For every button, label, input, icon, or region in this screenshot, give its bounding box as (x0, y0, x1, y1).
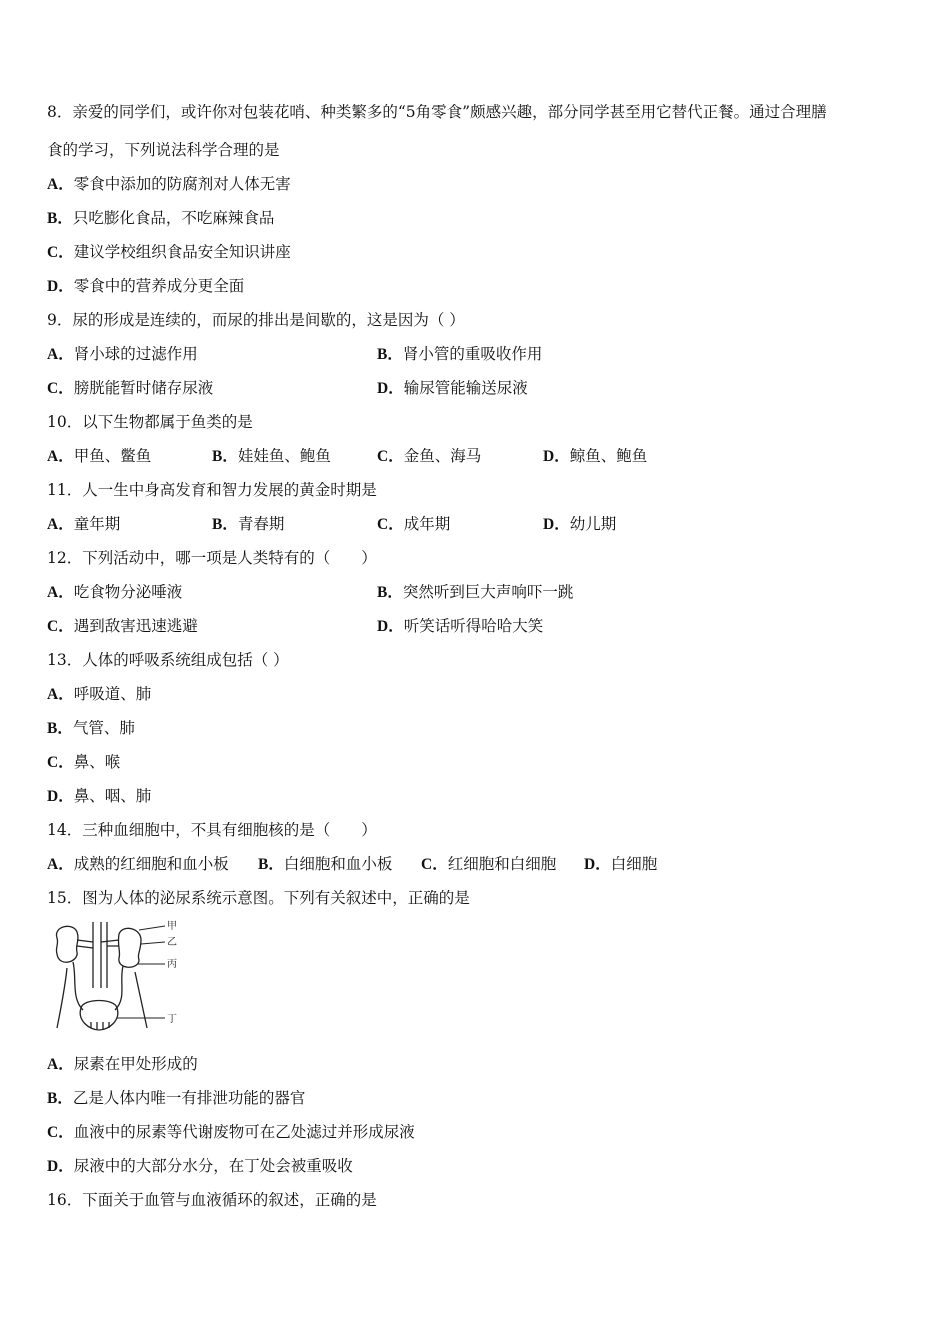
question-16-stem: 16．下面关于血管与血液循环的叙述，正确的是 (47, 1191, 377, 1209)
question-15-option-c: C．血液中的尿素等代谢废物可在乙处滤过并形成尿液 (47, 1123, 415, 1141)
label-bing: 丙 (167, 959, 177, 970)
question-8-stem: 8．亲爱的同学们，或许你对包装花哨、种类繁多的“5角零食”颇感兴趣，部分同学甚至用它替代正餐。通过合理膳 (47, 103, 827, 121)
question-12-stem: 12．下列活动中，哪一项是人类特有的（ ） (47, 549, 377, 567)
urinary-system-drawing (47, 918, 187, 1038)
label-ding: 丁 (167, 1014, 177, 1025)
question-9-option-d: D．输尿管能输送尿液 (377, 379, 528, 397)
question-13-option-b: B．气管、肺 (47, 719, 135, 737)
question-13-option-d: D．鼻、咽、肺 (47, 787, 152, 805)
question-15-option-b: B．乙是人体内唯一有排泄功能的器官 (47, 1089, 306, 1107)
question-12-option-b: B．突然听到巨大声响吓一跳 (377, 583, 574, 601)
question-14-option-d: D．白细胞 (584, 855, 658, 873)
question-10-option-c: C．金鱼、海马 (377, 447, 482, 465)
left-ureter (73, 962, 83, 1010)
question-12-option-c: C．遇到敌害迅速逃避 (47, 617, 198, 635)
question-14-option-b: B．白细胞和血小板 (258, 855, 393, 873)
question-9-option-c: C．膀胱能暂时储存尿液 (47, 379, 214, 397)
question-13-option-c: C．鼻、喉 (47, 753, 121, 771)
question-14-option-a: A．成熟的红细胞和血小板 (47, 855, 229, 873)
question-14-stem: 14．三种血细胞中，不具有细胞核的是（ ） (47, 821, 377, 839)
question-8-option-b: B．只吃膨化食品，不吃麻辣食品 (47, 209, 275, 227)
question-10-stem: 10．以下生物都属于鱼类的是 (47, 413, 253, 431)
question-14-option-c: C．红细胞和白细胞 (421, 855, 557, 873)
major-vessels (93, 922, 107, 988)
question-8-stem-cont: 食的学习，下列说法科学合理的是 (47, 141, 280, 159)
question-11-option-d: D．幼儿期 (543, 515, 617, 533)
question-15-option-a: A．尿素在甲处形成的 (47, 1055, 198, 1073)
question-12-option-d: D．听笑话听得哈哈大笑 (377, 617, 544, 635)
question-13-stem: 13．人体的呼吸系统组成包括（ ） (47, 651, 289, 669)
question-11-stem: 11．人一生中身高发育和智力发展的黄金时期是 (47, 481, 377, 499)
question-13-option-a: A．呼吸道、肺 (47, 685, 152, 703)
question-10-option-b: B．娃娃鱼、鲍鱼 (212, 447, 331, 465)
label-yi: 乙 (167, 937, 177, 948)
question-10-option-d: D．鲸鱼、鲍鱼 (543, 447, 648, 465)
bladder (80, 1001, 118, 1031)
question-11-option-c: C．成年期 (377, 515, 451, 533)
question-15-stem: 15．图为人体的泌尿系统示意图。下列有关叙述中，正确的是 (47, 889, 470, 907)
question-10-option-a: A．甲鱼、鳖鱼 (47, 447, 152, 465)
right-ureter (115, 966, 123, 1010)
question-8-option-c: C．建议学校组织食品安全知识讲座 (47, 243, 291, 261)
question-11-option-a: A．童年期 (47, 515, 121, 533)
question-15-option-d: D．尿液中的大部分水分，在丁处会被重吸收 (47, 1157, 353, 1175)
question-8-option-a: A．零食中添加的防腐剂对人体无害 (47, 175, 291, 193)
question-9-stem: 9．尿的形成是连续的，而尿的排出是间歇的，这是因为（ ） (47, 311, 465, 329)
question-9-option-b: B．肾小管的重吸收作用 (377, 345, 543, 363)
label-jia: 甲 (167, 921, 177, 932)
right-kidney (118, 928, 141, 967)
question-12-option-a: A．吃食物分泌唾液 (47, 583, 183, 601)
left-kidney (56, 926, 78, 962)
urinary-system-diagram (47, 918, 187, 1038)
question-9-option-a: A．肾小球的过滤作用 (47, 345, 198, 363)
question-11-option-b: B．青春期 (212, 515, 285, 533)
question-8-option-d: D．零食中的营养成分更全面 (47, 277, 245, 295)
